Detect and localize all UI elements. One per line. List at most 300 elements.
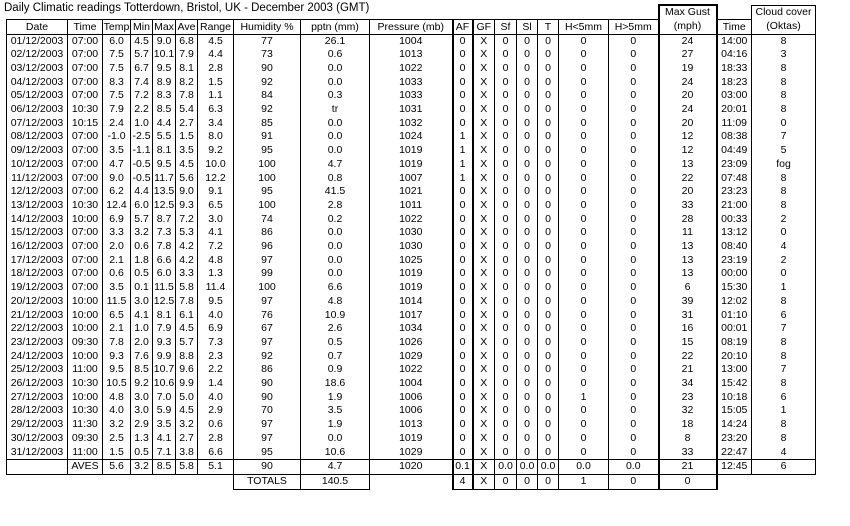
- cell-af: 0: [453, 322, 473, 336]
- cell-humidity: 86: [234, 226, 301, 240]
- cell-humidity: 100: [234, 199, 301, 213]
- cell-time: 07:00: [68, 240, 103, 254]
- cell-pressure: 1033: [370, 89, 453, 103]
- totals-row: [7, 475, 816, 490]
- cell-af: 0: [453, 446, 473, 460]
- cell-min: 1.8: [131, 254, 153, 268]
- cell-sf: 0: [495, 363, 517, 377]
- cell-t: 0: [538, 336, 559, 350]
- cell-gust: 34: [659, 377, 717, 391]
- cell-range: 9.5: [198, 295, 234, 309]
- cell-gf: X: [473, 309, 495, 323]
- cell-temp: 7.5: [103, 89, 131, 103]
- cell-gust-time: 23:20: [717, 432, 752, 446]
- cell-t: 0: [538, 226, 559, 240]
- cell-gf: X: [473, 76, 495, 90]
- cell-cloud: 4: [752, 240, 816, 254]
- cell-pptn: 0.0: [301, 144, 370, 158]
- cell-pressure: 1014: [370, 295, 453, 309]
- col-max: Max: [154, 20, 174, 33]
- cell-cloud: 8: [752, 62, 816, 76]
- cell-time: 10:30: [68, 103, 103, 117]
- col-pressure: Pressure (mb): [370, 19, 453, 34]
- cell-sl: 0: [517, 130, 538, 144]
- cell-date: 13/12/2003: [7, 199, 68, 213]
- cell-sf: 0: [495, 240, 517, 254]
- cell-t: 0: [538, 295, 559, 309]
- cell-af: 0: [453, 62, 473, 76]
- col-sf: Sf: [495, 19, 517, 34]
- cell-t: 0: [538, 240, 559, 254]
- cell-time: 07:00: [68, 281, 103, 295]
- cell-sl: 0: [517, 432, 538, 446]
- cell-max: 7.0: [153, 391, 176, 405]
- cell-temp: 3.5: [103, 144, 131, 158]
- cell-humidity: 90: [234, 62, 301, 76]
- cell-af: 0: [453, 350, 473, 364]
- cell-t: 0: [538, 62, 559, 76]
- cell-humidity: 70: [234, 404, 301, 418]
- cell-sl: 0: [517, 391, 538, 405]
- cell-temp: 9.3: [103, 350, 131, 364]
- cell-ave: 9.9: [176, 377, 198, 391]
- cell-gust-time: 22:47: [717, 446, 752, 460]
- cell-ave: 5.3: [176, 226, 198, 240]
- cell-pressure: 1019: [370, 144, 453, 158]
- cell-sf: 0: [495, 62, 517, 76]
- cell-sf: 0: [495, 254, 517, 268]
- cell-cloud: 8: [752, 34, 816, 48]
- cell-t: 0: [538, 309, 559, 323]
- cell-min: 6.7: [131, 62, 153, 76]
- table-row: [7, 76, 816, 90]
- cell-cloud: 8: [752, 199, 816, 213]
- cell-gf: X: [473, 404, 495, 418]
- table-row: [7, 377, 816, 391]
- cell-temp: 8.3: [103, 76, 131, 90]
- cell-sl: 0: [517, 62, 538, 76]
- cell-cloud: 8: [752, 432, 816, 446]
- cell-cloud: 8: [752, 295, 816, 309]
- cell-humidity: 90: [234, 377, 301, 391]
- cell-humidity: 97: [234, 418, 301, 432]
- cell-gust: 22: [659, 172, 717, 186]
- cell-min: 8.5: [131, 363, 153, 377]
- cell-cloud: 8: [752, 89, 816, 103]
- cell-time: 07:00: [68, 34, 103, 48]
- cell-max: 8.7: [153, 213, 176, 227]
- cell-temp: 6.2: [103, 185, 131, 199]
- cell-range: 6.9: [198, 322, 234, 336]
- cell-gf: X: [473, 240, 495, 254]
- cell-humidity: 73: [234, 48, 301, 62]
- cell-gust: 12: [659, 144, 717, 158]
- cell-pptn: 0.9: [301, 363, 370, 377]
- cell-gf: X: [473, 267, 495, 281]
- cell-pptn: 0.0: [301, 130, 370, 144]
- cell-hgt5: 0: [609, 158, 659, 172]
- cell-pptn: 1.9: [301, 391, 370, 405]
- cell-hgt5: 0: [609, 404, 659, 418]
- cell-gust-time: 13:00: [717, 363, 752, 377]
- cell-date: 07/12/2003: [7, 117, 68, 131]
- cell-gust-time: 00:33: [717, 213, 752, 227]
- cell-hgt5: 0: [609, 363, 659, 377]
- aves-min: 3.2: [131, 460, 153, 475]
- cell-cloud: 0: [752, 267, 816, 281]
- cell-pressure: 1022: [370, 363, 453, 377]
- cell-gust: 24: [659, 103, 717, 117]
- cell-temp: 3.5: [103, 281, 131, 295]
- cell-date: 29/12/2003: [7, 418, 68, 432]
- cell-af: 0: [453, 309, 473, 323]
- cell-humidity: 86: [234, 363, 301, 377]
- cell-pptn: 4.7: [301, 158, 370, 172]
- totals-t: 0: [538, 475, 559, 490]
- aves-gust-time: 12:45: [717, 460, 752, 475]
- cell-date: 19/12/2003: [7, 281, 68, 295]
- cell-pptn: 1.9: [301, 418, 370, 432]
- cell-sl: 0: [517, 172, 538, 186]
- cell-pressure: 1026: [370, 336, 453, 350]
- cell-sl: 0: [517, 103, 538, 117]
- cell-pressure: 1022: [370, 213, 453, 227]
- cell-gust: 32: [659, 404, 717, 418]
- cell-sl: 0: [517, 377, 538, 391]
- cell-af: 0: [453, 89, 473, 103]
- cell-sf: 0: [495, 213, 517, 227]
- cell-ave: 7.8: [176, 89, 198, 103]
- cell-hlt5: 0: [559, 76, 609, 90]
- cell-sf: 0: [495, 336, 517, 350]
- cell-pressure: 1007: [370, 172, 453, 186]
- cell-date: 14/12/2003: [7, 213, 68, 227]
- cell-gust-time: 04:49: [717, 144, 752, 158]
- cell-temp: 7.5: [103, 62, 131, 76]
- cell-gf: X: [473, 446, 495, 460]
- cell-humidity: 95: [234, 185, 301, 199]
- cell-temp: 2.0: [103, 240, 131, 254]
- aves-gf: X: [473, 460, 495, 475]
- cell-sf: 0: [495, 144, 517, 158]
- col-cloud: (Oktas): [752, 19, 816, 34]
- cell-humidity: 100: [234, 281, 301, 295]
- aves-hlt5: 0.0: [559, 460, 609, 475]
- cell-min: 0.5: [131, 267, 153, 281]
- cell-sl: 0: [517, 199, 538, 213]
- cell-humidity: 90: [234, 391, 301, 405]
- table-row: [7, 48, 816, 62]
- table-row: [7, 213, 816, 227]
- cell-date: 01/12/2003: [7, 34, 68, 48]
- cell-min: 1.0: [131, 117, 153, 131]
- cell-ave: 4.5: [176, 158, 198, 172]
- cell-min: 5.7: [131, 213, 153, 227]
- aves-sl: 0.0: [517, 460, 538, 475]
- cell-pressure: 1017: [370, 309, 453, 323]
- cell-t: 0: [538, 89, 559, 103]
- cell-sl: 0: [517, 117, 538, 131]
- cell-hgt5: 0: [609, 34, 659, 48]
- cell-sf: 0: [495, 391, 517, 405]
- cell-t: 0: [538, 363, 559, 377]
- cell-pptn: 10.6: [301, 446, 370, 460]
- cell-gf: X: [473, 281, 495, 295]
- cell-max: 8.9: [153, 76, 176, 90]
- cell-time: 07:00: [68, 76, 103, 90]
- cell-af: 0: [453, 363, 473, 377]
- cell-cloud: 8: [752, 336, 816, 350]
- cell-gf: X: [473, 62, 495, 76]
- cell-min: 0.5: [131, 446, 153, 460]
- cell-sf: 0: [495, 446, 517, 460]
- cell-gust-time: 14:24: [717, 418, 752, 432]
- cell-hgt5: 0: [609, 185, 659, 199]
- cell-max: 6.6: [153, 254, 176, 268]
- cell-cloud: fog: [752, 158, 816, 172]
- aves-label: AVES: [68, 460, 103, 475]
- cell-hgt5: 0: [609, 103, 659, 117]
- cell-gf: X: [473, 322, 495, 336]
- cell-gust: 15: [659, 336, 717, 350]
- cell-t: 0: [538, 117, 559, 131]
- col-time: Time: [68, 19, 103, 34]
- cell-hlt5: 0: [559, 130, 609, 144]
- cell-ave: 5.4: [176, 103, 198, 117]
- cell-humidity: 100: [234, 172, 301, 186]
- col-gust: (mph): [659, 19, 717, 34]
- aves-blank: [7, 460, 68, 475]
- cell-af: 0: [453, 377, 473, 391]
- cell-time: 10:00: [68, 309, 103, 323]
- cell-sl: 0: [517, 363, 538, 377]
- cell-gust: 20: [659, 185, 717, 199]
- cell-ave: 3.5: [176, 144, 198, 158]
- cell-pressure: 1019: [370, 281, 453, 295]
- cell-pressure: 1013: [370, 418, 453, 432]
- cell-gf: X: [473, 295, 495, 309]
- cell-temp: 3.2: [103, 418, 131, 432]
- cell-hgt5: 0: [609, 267, 659, 281]
- cell-hlt5: 0: [559, 404, 609, 418]
- table-row: [7, 418, 816, 432]
- cell-gust-time: 00:01: [717, 322, 752, 336]
- cell-sf: 0: [495, 34, 517, 48]
- totals-pptn: 140.5: [301, 475, 370, 490]
- cell-t: 0: [538, 144, 559, 158]
- cell-pptn: 0.8: [301, 172, 370, 186]
- cell-cloud: 1: [752, 281, 816, 295]
- cell-gust: 20: [659, 117, 717, 131]
- cell-range: 7.3: [198, 336, 234, 350]
- table-row: [7, 240, 816, 254]
- cell-t: 0: [538, 267, 559, 281]
- cell-range: 2.8: [198, 62, 234, 76]
- cell-humidity: 96: [234, 240, 301, 254]
- cell-date: 12/12/2003: [7, 185, 68, 199]
- cell-sf: 0: [495, 89, 517, 103]
- cell-pptn: tr: [301, 103, 370, 117]
- cell-pptn: 18.6: [301, 377, 370, 391]
- cell-sf: 0: [495, 350, 517, 364]
- cell-max: 12.5: [153, 198, 175, 211]
- cell-sf: 0: [495, 418, 517, 432]
- cell-cloud: 2: [752, 254, 816, 268]
- cell-gust-time: 04:16: [717, 48, 752, 62]
- cell-min: 9.2: [131, 377, 153, 391]
- cell-ave: 9.3: [176, 199, 198, 213]
- cell-humidity: 97: [234, 432, 301, 446]
- cell-hgt5: 0: [609, 48, 659, 62]
- cell-range: 1.5: [198, 76, 234, 90]
- table-row: [7, 144, 816, 158]
- cell-sl: 0: [517, 185, 538, 199]
- cell-range: 1.3: [198, 267, 234, 281]
- cell-time: 07:00: [68, 185, 103, 199]
- cell-hgt5: 0: [609, 117, 659, 131]
- cell-max: 8.1: [153, 144, 176, 158]
- cell-pressure: 1031: [370, 103, 453, 117]
- cell-gf: X: [473, 172, 495, 186]
- cell-t: 0: [538, 199, 559, 213]
- cell-max: 3.5: [153, 418, 176, 432]
- cell-ave: 4.2: [176, 240, 198, 254]
- cell-gust-time: 01:10: [717, 309, 752, 323]
- cell-gf: X: [473, 144, 495, 158]
- cell-af: 0: [453, 185, 473, 199]
- cell-min: 1.3: [131, 432, 153, 446]
- cell-date: 21/12/2003: [7, 309, 68, 323]
- cell-ave: 3.2: [176, 418, 198, 432]
- cell-gust: 22: [659, 350, 717, 364]
- cell-pressure: 1011: [370, 199, 453, 213]
- cell-af: 0: [453, 391, 473, 405]
- cell-date: 28/12/2003: [7, 404, 68, 418]
- cell-pptn: 3.5: [301, 404, 370, 418]
- table-row: [7, 391, 816, 405]
- cell-t: 0: [538, 350, 559, 364]
- cell-ave: 4.5: [176, 322, 198, 336]
- cell-humidity: 97: [234, 295, 301, 309]
- cell-max: 9.0: [153, 34, 176, 48]
- cell-date: 04/12/2003: [7, 76, 68, 90]
- cell-sl: 0: [517, 418, 538, 432]
- cell-gust: 13: [659, 254, 717, 268]
- cell-sl: 0: [517, 213, 538, 227]
- cell-gf: X: [473, 254, 495, 268]
- cell-hgt5: 0: [609, 226, 659, 240]
- cell-hlt5: 0: [559, 309, 609, 323]
- cell-cloud: 8: [752, 418, 816, 432]
- totals-sl: 0: [517, 475, 538, 490]
- cell-max: 10.1: [153, 48, 175, 61]
- cell-af: 0: [453, 226, 473, 240]
- cell-af: 1: [453, 158, 473, 172]
- cell-af: 0: [453, 34, 473, 48]
- cell-date: 24/12/2003: [7, 350, 68, 364]
- cell-cloud: 3: [752, 48, 816, 62]
- aves-humidity: 90: [234, 460, 301, 475]
- cell-ave: 2.7: [176, 432, 198, 446]
- cell-range: 2.9: [198, 404, 234, 418]
- cell-pptn: 0.0: [301, 226, 370, 240]
- cell-max: 6.0: [153, 267, 176, 281]
- cell-date: 31/12/2003: [7, 446, 68, 460]
- cell-hlt5: 0: [559, 172, 609, 186]
- cell-pptn: 26.1: [301, 34, 370, 48]
- table-row: [7, 350, 816, 364]
- cell-sf: 0: [495, 172, 517, 186]
- cell-humidity: 85: [234, 117, 301, 131]
- cell-gust: 11: [659, 226, 717, 240]
- cell-range: 6.3: [198, 103, 234, 117]
- cell-range: 4.5: [198, 34, 234, 48]
- aves-af: 0.1: [453, 460, 473, 475]
- cell-min: -0.5: [132, 171, 151, 184]
- cell-humidity: 91: [234, 130, 301, 144]
- table-row: [7, 117, 816, 131]
- cell-pptn: 0.2: [301, 213, 370, 227]
- cell-temp: 0.6: [103, 267, 131, 281]
- cell-hlt5: 0: [559, 117, 609, 131]
- cell-hlt5: 0: [559, 34, 609, 48]
- cell-sl: 0: [517, 89, 538, 103]
- cell-pressure: 1019: [370, 267, 453, 281]
- cell-hlt5: 0: [559, 336, 609, 350]
- cell-hlt5: 0: [559, 185, 609, 199]
- cell-pptn: 0.5: [301, 336, 370, 350]
- cell-min: 1.0: [131, 322, 153, 336]
- cell-sl: 0: [517, 158, 538, 172]
- cell-pptn: 0.0: [301, 76, 370, 90]
- cell-gust: 24: [659, 76, 717, 90]
- cell-gust: 31: [659, 309, 717, 323]
- cell-date: 20/12/2003: [7, 295, 68, 309]
- cell-cloud: 0: [752, 117, 816, 131]
- cell-ave: 8.8: [176, 350, 198, 364]
- cell-pressure: 1025: [370, 254, 453, 268]
- cell-gust: 21: [659, 363, 717, 377]
- cell-hgt5: 0: [609, 432, 659, 446]
- cell-time: 09:30: [68, 336, 103, 350]
- cell-ave: 8.2: [176, 76, 198, 90]
- table-row: [7, 34, 816, 48]
- cell-cloud: 7: [752, 130, 816, 144]
- cell-gf: X: [473, 418, 495, 432]
- table-row: [7, 254, 816, 268]
- totals-gf: X: [473, 475, 495, 490]
- cell-min: 7.2: [131, 89, 153, 103]
- totals-hlt5: 1: [559, 475, 609, 490]
- cell-gust-time: 23:09: [717, 158, 752, 172]
- cell-t: 0: [538, 185, 559, 199]
- cell-t: 0: [538, 432, 559, 446]
- cell-sl: 0: [517, 322, 538, 336]
- sheet-title: Daily Climatic readings Totterdown, Bristol, UK - December 2003 (GMT): [4, 2, 370, 14]
- cell-time: 10:00: [68, 295, 103, 309]
- cell-gust-time: 14:00: [717, 34, 752, 48]
- cell-temp: 2.4: [103, 117, 131, 131]
- cell-af: 0: [453, 281, 473, 295]
- cell-gust-time: 08:40: [717, 240, 752, 254]
- cell-range: 4.0: [198, 309, 234, 323]
- cell-gust-time: 18:33: [717, 62, 752, 76]
- cell-time: 07:00: [68, 62, 103, 76]
- table-row: [7, 185, 816, 199]
- cell-gf: X: [473, 117, 495, 131]
- cell-t: 0: [538, 404, 559, 418]
- aves-t: 0.0: [538, 460, 559, 475]
